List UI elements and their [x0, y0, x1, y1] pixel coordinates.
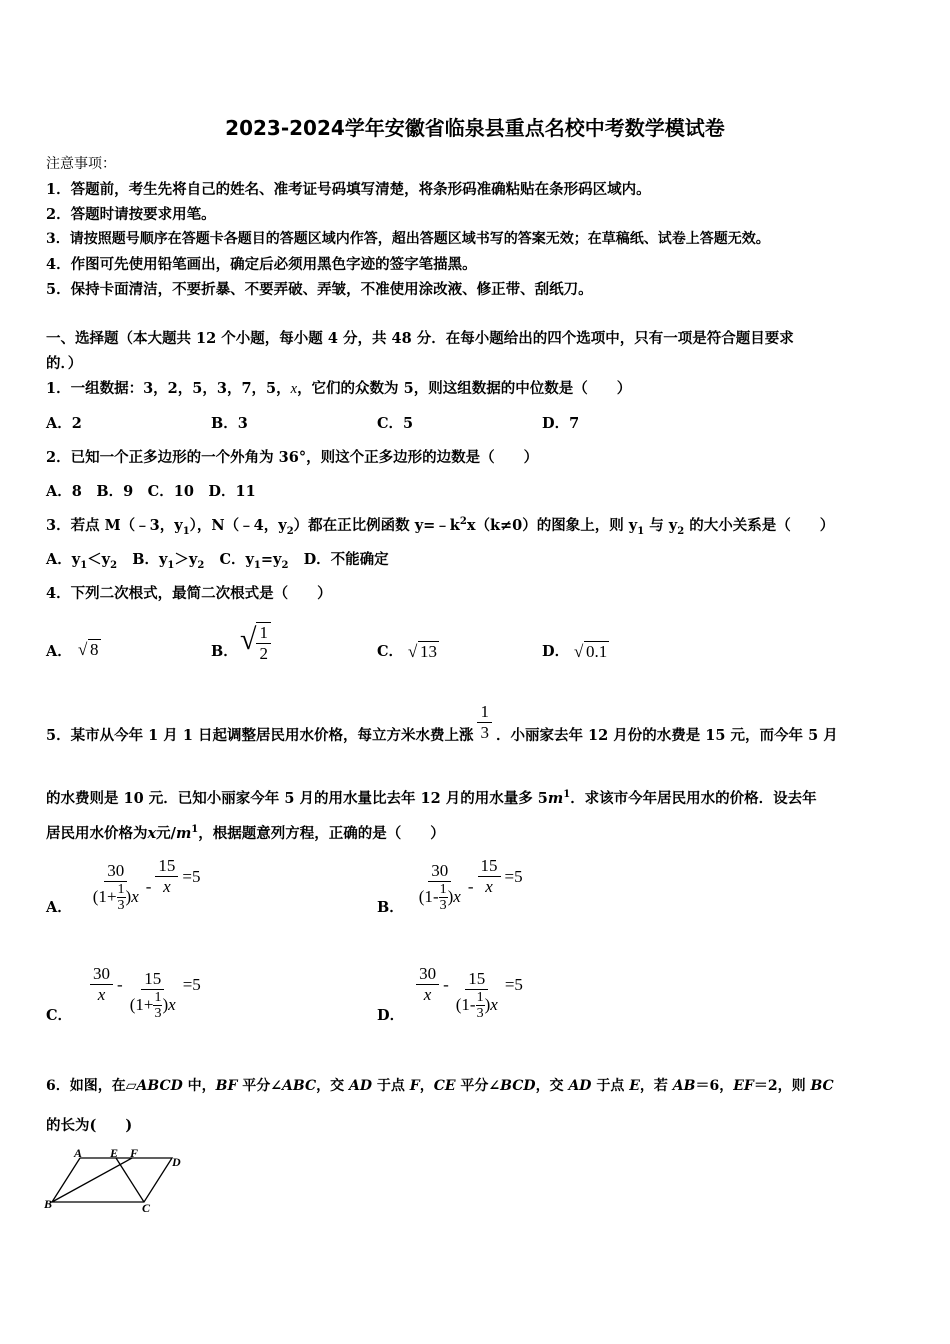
q1-option-b: B．3 [211, 415, 248, 432]
question-2-stem: 2．已知一个正多边形的一个外角为 36°，则这个正多边形的边数是（ ） [46, 449, 539, 466]
notice-item-3: 3．请按照题号顺序在答题卡各题目的答题区域内作答，超出答题区域书写的答案无效；在草稿纸、试卷上答题无效。 [46, 231, 770, 247]
q1-option-d: D．7 [542, 415, 580, 432]
question-5-stem-line2: 的水费则是 10 元．已知小丽家今年 5 月的用水量比去年 12 月的用水量多 $5m^1$．求该市今年居民用水的价格．设去年 [46, 789, 817, 807]
notice-item-2: 2．答题时请按要求用笔。 [46, 206, 216, 223]
q3-option-d: D．不能确定 [303, 551, 389, 568]
q1-option-c: C．5 [377, 415, 414, 432]
q3-option-b: B．$y_1>y_2$ [132, 551, 205, 571]
section-heading-line1: 一、选择题（本大题共 12 个小题，每小题 4 分，共 48 分．在每小题给出的四个选项中，只有一项是符合题目要求 [46, 330, 794, 347]
q4-option-d-expr: √ 0.1 [574, 642, 608, 661]
q4-option-a-expr: √ 8 [78, 640, 99, 659]
q4-option-b-expr: √ $\frac{1}{2}$ [240, 618, 271, 664]
q1-option-a: A．2 [46, 415, 82, 432]
vertex-label-b: B [44, 1197, 53, 1211]
page-title: 2023-2024学年安徽省临泉县重点名校中考数学模试卷 [225, 116, 725, 140]
vertex-label-c: C [142, 1201, 151, 1214]
question-5-stem-line1: 5．某市从今年 1 月 1 日起调整居民用水价格，每立方米水费上涨 $\frac{1}{3}$ ．小丽家去年 12 月份的水费是 15 元，而今年 5 月 [46, 702, 838, 744]
q3-option-a: A．$y_1<y_2$ [46, 551, 118, 571]
q4-option-d-label: D． [542, 643, 570, 660]
vertex-label-d: D [172, 1155, 181, 1169]
vertex-label-a: A [74, 1148, 83, 1160]
question-6-stem-line1: 6．如图，在▱ABCD 中，BF 平分∠ABC，交 AD 于点 F，CE 平分∠BCD，交 AD 于点 E，若 AB＝6，EF＝2，则 BC [46, 1078, 834, 1094]
question-1-stem: 1．一组数据：3，2，5，3，7，5，x，它们的众数为 5，则这组数据的中位数是（ ） [46, 380, 632, 397]
notice-heading: 注意事项： [46, 156, 116, 172]
question-5-stem-line3: 居民用水价格为x元$/m^1$，根据题意列方程，正确的是（ ） [46, 824, 445, 842]
q4-option-b-label: B． [211, 643, 238, 660]
question-6-stem-line2: 的长为( ) [46, 1117, 133, 1134]
section-heading-line2: 的．） [46, 355, 83, 372]
question-4-stem: 4．下列二次根式，最简二次根式是（ ） [46, 585, 332, 602]
notice-item-4: 4．作图可先使用铅笔画出，确定后必须用黑色字迹的签字笔描黑。 [46, 256, 477, 273]
notice-item-5: 5．保持卡面清洁，不要折暴、不要弄破、弄皱，不准使用涂改液、修正带、刮纸刀。 [46, 281, 593, 298]
q2-options: A．8 B．9 C．10 D．11 [46, 483, 256, 500]
notice-item-1: 1．答题前，考生先将自己的姓名、准考证号码填写清楚，将条形码准确粘贴在条形码区域内。 [46, 181, 651, 198]
question-3-stem: 3．若点 M（﹣3，$y_1$），N（﹣4，$y_2$）都在正比例函数 $y=﹣k^2x(k\ne 0)$的图象上，则 $y_1$ 与 $y_2$ 的大小关系是（ ） [46, 516, 835, 537]
q4-option-c-label: C． [377, 643, 404, 660]
parallelogram-figure [44, 1148, 189, 1214]
q5-option-d: D． $\frac{30}{x}$ - 15 (1 - $\frac{1}{3}$ ) x =5 [377, 964, 523, 1024]
vertex-label-f: F [130, 1148, 139, 1160]
q5-option-c: C． $\frac{30}{x}$ - 15 (1 + $\frac{1}{3}$ ) x =5 [46, 964, 201, 1024]
q5-option-a: A． 30 (1 + $\frac{1}{3}$ ) x - $\frac{15}{x}$ =5 [46, 856, 201, 916]
q4-option-a-label: A． [46, 643, 72, 660]
q3-options [46, 548, 389, 571]
q4-option-c-expr: √ 13 [408, 642, 437, 661]
q3-option-c: C．$y_1=y_2$ [219, 551, 289, 571]
q5-option-b: B． 30 (1 - $\frac{1}{3}$ ) x - $\frac{15}{x}$ =5 [377, 856, 523, 916]
vertex-label-e: E [110, 1148, 119, 1160]
